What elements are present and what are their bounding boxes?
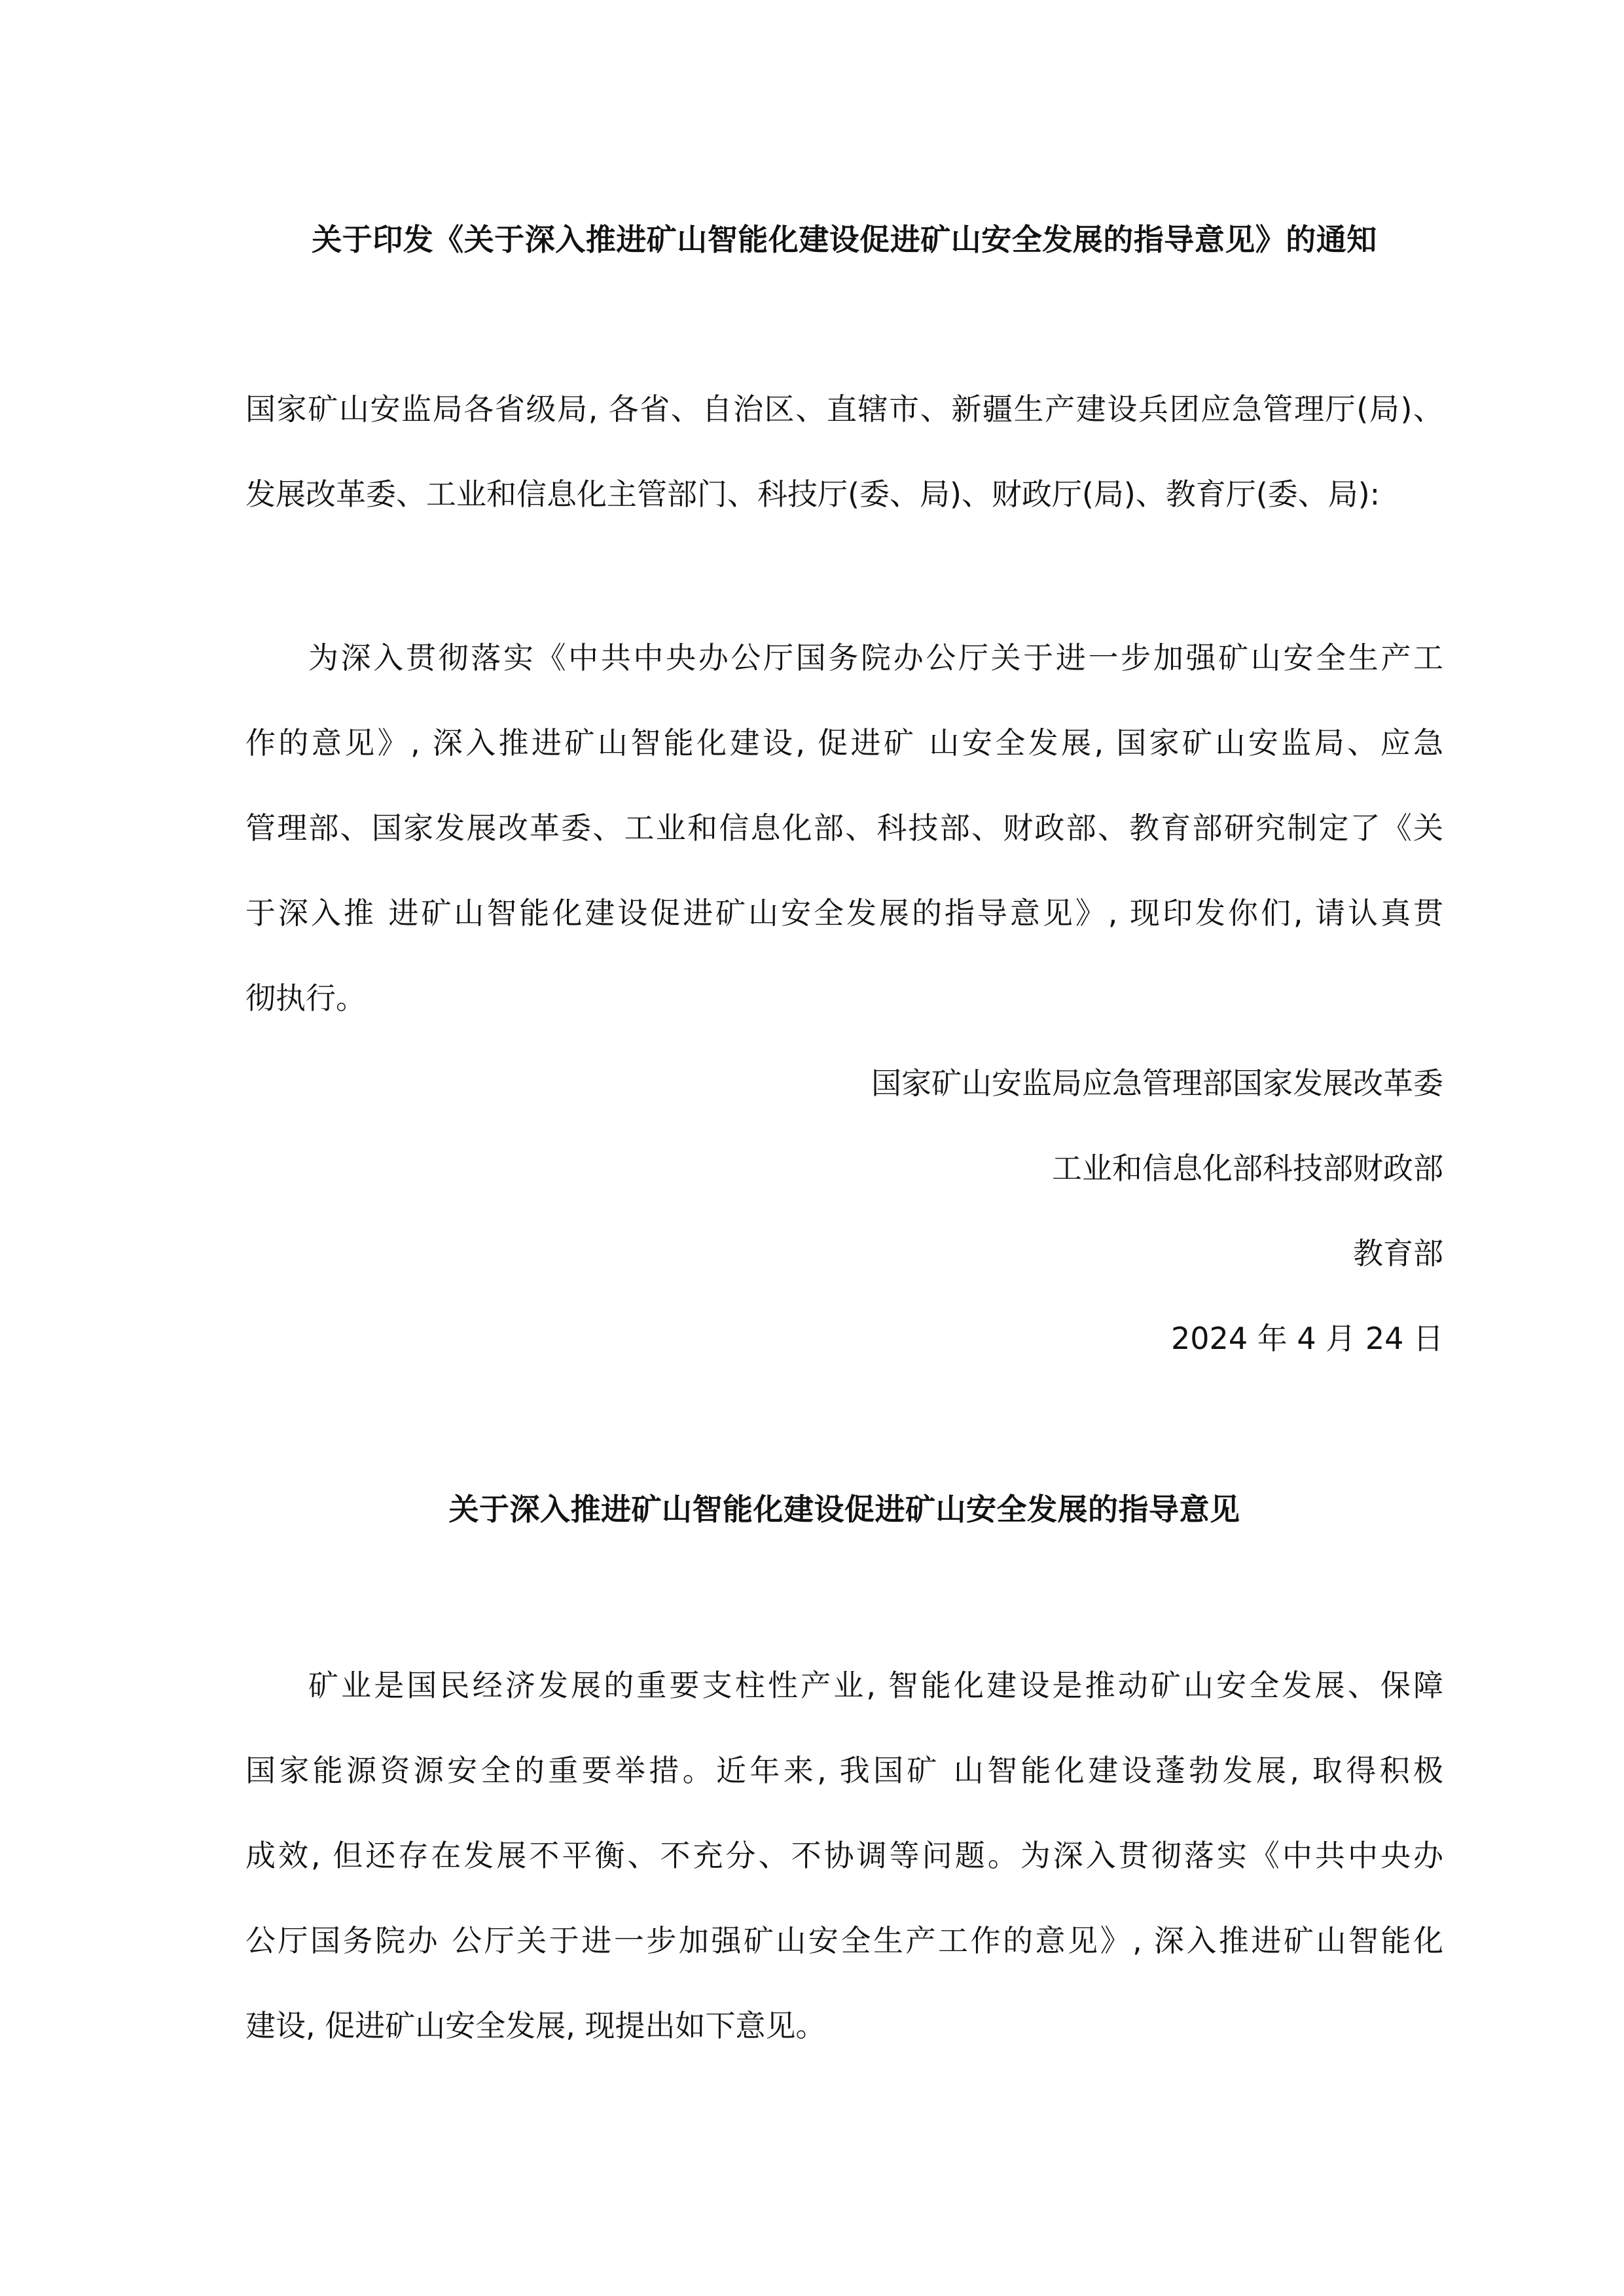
notice-body (245, 615, 1443, 1041)
paragraph-line: 矿业是国民经济发展的重要支柱性产业, 智能化建设是推动矿山安全发展、保障 (308, 1668, 1443, 1703)
date-line: 2024 年 4 月 24 日 (1171, 1321, 1443, 1356)
paragraph-line: 公厅国务院办 公厅关于进一步加强矿山安全生产工作的意见》, 深入推进矿山智能化 (245, 1923, 1443, 1958)
paragraph-line: 为深入贯彻落实《中共中央办公厅国务院办公厅关于进一步加强矿山安全生产工 (308, 640, 1443, 675)
signature-line: 国家矿山安监局应急管理部国家发展改革委 (871, 1066, 1443, 1101)
notice-title: 关于印发《关于深入推进矿山智能化建设促进矿山安全发展的指导意见》的通知 (312, 222, 1377, 257)
addressee-line: 发展改革委、工业和信息化主管部门、科技厅(委、局)、财政厅(局)、教育厅(委、局): (245, 476, 1380, 512)
paragraph-line: 于深入推 进矿山智能化建设促进矿山安全发展的指导意见》, 现印发你们, 请认真贯 (245, 895, 1443, 931)
addressee-line: 国家矿山安监局各省级局, 各省、自治区、直辖市、新疆生产建设兵团应急管理厅(局)、 (245, 391, 1443, 427)
opinion-title: 关于深入推进矿山智能化建设促进矿山安全发展的指导意见 (448, 1492, 1240, 1527)
paragraph-line: 作的意见》, 深入推进矿山智能化建设, 促进矿 山安全发展, 国家矿山安监局、应急 (245, 725, 1443, 761)
paragraph-line: 国家能源资源安全的重要举措。近年来, 我国矿 山智能化建设蓬勃发展, 取得积极 (245, 1753, 1443, 1788)
signature-line: 工业和信息化部科技部财政部 (1052, 1151, 1443, 1186)
signature-line: 教育部 (1353, 1236, 1443, 1271)
paragraph-line: 建设, 促进矿山安全发展, 现提出如下意见。 (245, 2008, 826, 2043)
paragraph-line: 管理部、国家发展改革委、工业和信息化部、科技部、财政部、教育部研究制定了《关 (245, 810, 1443, 846)
paragraph-line: 彻执行。 (245, 980, 366, 1016)
signature-block (245, 1041, 1443, 1381)
opinion-body (245, 1643, 1443, 2068)
paragraph-line: 成效, 但还存在发展不平衡、不充分、不协调等问题。为深入贯彻落实《中共中央办 (245, 1838, 1443, 1873)
addressee-block (245, 367, 1443, 537)
